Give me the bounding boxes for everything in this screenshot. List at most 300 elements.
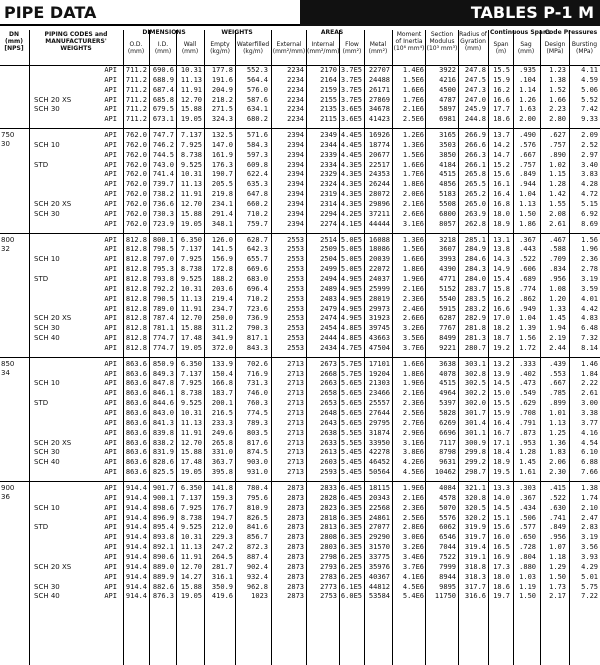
cell-value: 281.8 [464,324,486,333]
manufacturer-code: API [104,105,117,114]
cell-value: 2444 [320,334,337,343]
cell-value: .402 [519,369,536,378]
col-weights: WEIGHTS [221,29,253,36]
cell-value: 1.86 [519,219,536,228]
cell-value: 914.4 [125,582,147,591]
cell-value: 13.1 [493,235,510,244]
cell-value: 2483 [320,294,337,303]
cell-value: 812.8 [125,294,147,303]
cell-value: 4500 [439,85,456,94]
cell-value: 2234 [287,85,304,94]
cell-value: 11.13 [180,294,202,303]
cell-value: 838.2 [152,438,174,447]
cell-value: 6981 [439,115,456,124]
cell-value: 634.1 [246,105,268,114]
cell-value: 7.925 [180,379,202,388]
table-row [0,265,600,275]
cell-value: 841.3 [152,418,174,427]
cell-value: 200.1 [211,399,233,408]
cell-value: 2489 [320,284,337,293]
cell-value: 831.9 [152,448,174,457]
col-id: I.D. (mm) [154,41,172,55]
manufacturer-code: API [104,66,117,74]
cell-value: .367 [519,493,536,502]
schedule-code: SCH 10 [34,140,60,149]
cell-value: 2553 [287,284,304,293]
cell-value: 10.31 [180,533,202,542]
cell-value: 2773 [320,582,337,591]
cell-value: 5.75 [581,582,598,591]
cell-value: 1.3E6 [402,140,424,149]
cell-value: 24353 [368,170,390,179]
cell-value: 5.7E5 [340,359,362,368]
cell-value: 132.5 [211,131,233,140]
cell-value: 283.5 [464,294,486,303]
nps-value: 30 [1,140,10,149]
cell-value: 4771 [439,274,456,283]
cell-value: 4.9E5 [340,284,362,293]
cell-value: 2.1E6 [402,200,424,209]
table-row [0,409,600,419]
cell-value: 265.8 [464,170,486,179]
cell-value: 2.3E6 [402,294,424,303]
col-piping: PIPING CODES and MANUFACTURERS' WEIGHTS [44,31,108,52]
manufacturer-code: API [104,284,117,293]
cell-value: 18115 [368,484,390,492]
cell-value: 874.5 [246,448,268,457]
cell-value: 2553 [287,343,304,352]
cell-value: 812.8 [125,324,147,333]
cell-value: 29973 [368,304,390,313]
cell-value: 3.38 [581,409,598,418]
manufacturer-code: API [104,274,117,283]
cell-value: 723.9 [152,219,174,228]
cell-value: 1.20 [549,294,566,303]
cell-value: 2.83 [581,523,598,532]
cell-value: 212.0 [211,523,233,532]
col-metal: Metal (mm²) [368,41,388,55]
cell-value: 2479 [320,304,337,313]
cell-value: 914.4 [125,533,147,542]
cell-value: 1.14 [519,85,536,94]
table-row [0,379,600,389]
cell-value: 266.6 [464,140,486,149]
cell-value: 31570 [368,543,390,552]
cell-value: 4.59 [581,75,598,84]
cell-value: 16.0 [493,533,510,542]
cell-value: 15.5 [493,399,510,408]
table-row [0,573,600,583]
cell-value: 1.45 [549,314,566,323]
cell-value: 2.4E6 [402,304,424,313]
cell-value: 5828 [439,409,456,418]
cell-value: 731.3 [246,379,268,388]
cell-value: 736.9 [246,314,268,323]
cell-value: 741.4 [152,170,174,179]
cell-value: 301.4 [464,418,486,427]
cell-value: 914.4 [125,552,147,561]
cell-value: 1.18 [549,552,566,561]
cell-value: .506 [519,513,536,522]
cell-value: 161.9 [211,150,233,159]
cell-value: 12.70 [180,95,202,104]
cell-value: 1.33 [549,304,566,313]
cell-value: 6.3E5 [340,503,362,512]
cell-value: 318.3 [464,572,486,581]
cell-value: 812.8 [125,284,147,293]
table-row [0,389,600,399]
cell-value: 7.32 [581,334,598,343]
dn-value: 850 [1,359,15,368]
cell-value: 281.7 [211,562,233,571]
cell-value: .606 [519,265,536,274]
cell-value: 141.5 [211,245,233,254]
schedule-code: SCH 20 XS [34,95,72,104]
cell-value: 10.31 [180,409,202,418]
cell-value: 2.78 [581,265,598,274]
cell-value: 3.7E6 [402,343,424,352]
cell-value: 5576 [439,513,456,522]
cell-value: 302.5 [464,379,486,388]
table-row [0,399,600,409]
cell-value: 1.5E6 [402,150,424,159]
cell-value: 8.69 [581,219,598,228]
cell-value: 2663 [320,379,337,388]
cell-value: 3.8E6 [402,448,424,457]
cell-value: 2673 [320,359,337,368]
cell-value: 18.6 [493,115,510,124]
cell-value: .890 [549,150,566,159]
cell-value: 774.5 [246,409,268,418]
cell-value: 622.4 [246,170,268,179]
cell-value: 746.2 [152,140,174,149]
cell-value: 271.5 [211,105,233,114]
cell-value: 762.0 [125,180,147,189]
cell-value: 826.5 [246,513,268,522]
col-waterfilled: Waterfilled (kg/m) [236,41,270,55]
cell-value: 16.1 [493,180,510,189]
cell-value: 16.2 [493,294,510,303]
cell-value: 1.23 [549,66,566,74]
cell-value: 29290 [368,533,390,542]
cell-value: 13.7 [493,131,510,140]
cell-value: 2394 [287,131,304,140]
cell-value: 1.29 [549,562,566,571]
cell-value: 15.6 [493,170,510,179]
manufacturer-code: API [104,180,117,189]
cell-value: .577 [519,523,536,532]
cell-value: 18.9 [493,219,510,228]
cell-value: 6.4E5 [340,484,362,492]
cell-value: 876.3 [152,592,174,601]
table-row [0,429,600,439]
cell-value: 846.1 [152,389,174,398]
cell-value: 800.1 [152,235,174,244]
cell-value: 317.7 [464,582,486,591]
cell-value: 320.5 [464,503,486,512]
cell-value: 2668 [320,369,337,378]
cell-value: 9631 [439,458,456,467]
cell-value: 284.9 [464,245,486,254]
cell-value: 746.0 [246,389,268,398]
cell-value: 825.5 [152,468,174,477]
cell-value: 2.00 [519,115,536,124]
cell-value: .935 [519,66,536,74]
cell-value: 2394 [287,150,304,159]
cell-value: 863.6 [125,468,147,477]
cell-value: 914.4 [125,493,147,502]
cell-value: 2603 [320,458,337,467]
cell-value: 762.0 [125,150,147,159]
cell-value: 3503 [439,140,456,149]
manufacturer-code: API [104,170,117,179]
cell-value: 2.80 [549,115,566,124]
cell-value: 29896 [368,200,390,209]
table-row [0,314,600,324]
cell-value: 863.6 [125,458,147,467]
cell-value: 266.9 [464,131,486,140]
cell-value: 4.28 [581,180,598,189]
cell-value: 3.4E6 [402,552,424,561]
cell-value: 321.1 [464,484,486,492]
cell-value: 711.2 [125,85,147,94]
cell-value: 15.88 [180,324,202,333]
cell-value: 13.9 [493,369,510,378]
cell-value: 795.3 [152,265,174,274]
cell-value: 29795 [368,418,390,427]
cell-value: 133.9 [211,359,233,368]
cell-value: 176.3 [211,160,233,169]
cell-value: 265.5 [464,180,486,189]
cell-value: .785 [549,389,566,398]
cell-value: 4787 [439,95,456,104]
cell-value: 1.94 [549,324,566,333]
cell-value: .862 [519,294,536,303]
cell-value: 5397 [439,399,456,408]
cell-value: 8.14 [581,343,598,352]
cell-value: 2394 [287,140,304,149]
cell-value: 350.9 [211,582,233,591]
cell-value: 902.4 [246,562,268,571]
cell-value: 284.0 [464,274,486,283]
page-title: PIPE DATA [0,0,300,26]
cell-value: 4.5E6 [402,582,424,591]
table-row [0,523,600,533]
manufacturer-code: API [104,219,117,228]
manufacturer-code: API [104,85,117,94]
cell-value: 23466 [368,389,390,398]
cell-value: 3.40 [581,160,598,169]
table-row [0,131,600,141]
cell-value: 16.8 [493,200,510,209]
cell-value: 324.3 [211,115,233,124]
cell-value: 1.02 [549,160,566,169]
cell-value: 2504 [320,255,337,264]
schedule-code: SCH 40 [34,592,60,601]
cell-value: 5.4E6 [402,592,424,601]
cell-value: 1.50 [549,572,566,581]
cell-value: 3.7E5 [340,66,362,74]
manufacturer-code: API [104,428,117,437]
cell-value: 147.0 [211,140,233,149]
cell-value: 15.9 [493,75,510,84]
block-separator [0,481,600,482]
cell-value: 3.6E5 [340,105,362,114]
cell-value: 6.4E5 [340,493,362,502]
cell-value: 10.31 [180,170,202,179]
cell-value: 6.3E5 [340,543,362,552]
table-row [0,334,600,344]
cell-value: 21303 [368,379,390,388]
cell-value: 194.7 [211,513,233,522]
cell-value: 3922 [439,66,456,74]
cell-value: 4.2E5 [340,209,362,218]
cell-value: 576.0 [246,85,268,94]
cell-value: 3993 [439,255,456,264]
cell-value: 419.6 [211,592,233,601]
cell-value: 2334 [320,160,337,169]
cell-value: 15.9 [493,409,510,418]
cell-value: 16088 [368,235,390,244]
cell-value: 19.5 [493,468,510,477]
cell-value: 932.4 [246,572,268,581]
cell-value: 300.9 [464,438,486,447]
manufacturer-code: API [104,314,117,323]
cell-value: 635.3 [246,180,268,189]
cell-value: 302.8 [464,369,486,378]
cell-value: 1023 [251,592,268,601]
manufacturer-code: API [104,493,117,502]
cell-value: 2.0E6 [402,190,424,199]
manufacturer-code: API [104,448,117,457]
cell-value: 247.8 [464,66,486,74]
cell-value: 762.0 [125,160,147,169]
schedule-code: SCH 40 [34,458,60,467]
cell-value: 797.0 [152,255,174,264]
table-title: TABLES P-1 M [300,0,600,26]
cell-value: 5.01 [581,572,598,581]
cell-value: 730.3 [152,209,174,218]
cell-value: 1.72 [519,343,536,352]
cell-value: 863.6 [125,448,147,457]
cell-value: 5.4E5 [340,458,362,467]
cell-value: 9.33 [581,115,598,124]
cell-value: 11.13 [180,543,202,552]
cell-value: 762.0 [125,190,147,199]
title-bar [0,0,600,26]
cell-value: 4.29 [581,562,598,571]
cell-value: .899 [549,399,566,408]
manufacturer-code: API [104,75,117,84]
cell-value: 1.4E6 [402,66,424,74]
cell-value: 17.3 [493,562,510,571]
cell-value: 18.7 [493,334,510,343]
cell-value: 2454 [320,324,337,333]
col-design: Design (MPa) [544,41,566,55]
cell-value: 781.1 [152,324,174,333]
cell-value: 7999 [439,562,456,571]
cell-value: 14.7 [493,150,510,159]
cell-value: 16.6 [493,304,510,313]
cell-value: 2.1E6 [402,389,424,398]
manufacturer-code: API [104,582,117,591]
cell-value: 914.4 [125,543,147,552]
schedule-code: SCH 30 [34,105,60,114]
cell-value: 2813 [320,523,337,532]
manufacturer-code: API [104,209,117,218]
cell-value: 914.4 [125,562,147,571]
cell-value: 2.1E6 [402,284,424,293]
cell-value: 2.44 [549,343,566,352]
cell-value: 747.7 [152,131,174,140]
cell-value: 1.42 [549,190,566,199]
cell-value: 2514 [320,235,337,244]
cell-value: 5.7E5 [340,369,362,378]
cell-value: 863.6 [125,418,147,427]
cell-value: .953 [519,438,536,447]
cell-value: 2828 [320,493,337,502]
cell-value: 711.2 [125,75,147,84]
cell-value: 7.137 [180,245,202,254]
cell-value: 7.66 [581,468,598,477]
cell-value: 319.1 [464,552,486,561]
cell-value: 5152 [439,284,456,293]
cell-value: 5.5E5 [340,438,362,447]
cell-value: 3.59 [581,284,598,293]
cell-value: 302.0 [464,399,486,408]
cell-value: 863.6 [125,438,147,447]
cell-value: 1.5E6 [402,245,424,254]
cell-value: 2349 [320,131,337,140]
cell-value: 790.5 [152,294,174,303]
col-wall: Wall (mm) [181,41,199,55]
cell-value: 6062 [439,523,456,532]
cell-value: 9.525 [180,399,202,408]
cell-value: 789.0 [152,304,174,313]
cell-value: 716.9 [246,369,268,378]
cell-value: 2553 [287,255,304,264]
cell-value: 16.7 [493,428,510,437]
cell-value: 11.91 [180,552,202,561]
cell-value: 890.6 [152,552,174,561]
cell-value: 20677 [368,150,390,159]
cell-value: 5.0E5 [340,265,362,274]
cell-value: .956 [549,274,566,283]
cell-value: .667 [549,379,566,388]
table-row [0,275,600,285]
cell-value: .588 [549,245,566,254]
cell-value: .333 [519,359,536,368]
cell-value: 812.8 [125,334,147,343]
cell-value: 43663 [368,334,390,343]
cell-value: 218.2 [211,95,233,104]
cell-value: .774 [519,284,536,293]
cell-value: 2713 [287,428,304,437]
cell-value: 15.88 [180,209,202,218]
cell-value: 3.1E6 [402,219,424,228]
cell-value: 597.3 [246,150,268,159]
cell-value: 660.2 [246,200,268,209]
cell-value: 8499 [439,334,456,343]
table-row [0,468,600,478]
col-span: Span (m) [493,41,509,55]
cell-value: .880 [519,562,536,571]
cell-value: 931.0 [246,468,268,477]
cell-value: .741 [549,513,566,522]
cell-value: 1.63 [519,105,536,114]
cell-value: 863.6 [125,409,147,418]
cell-value: 15.88 [180,582,202,591]
